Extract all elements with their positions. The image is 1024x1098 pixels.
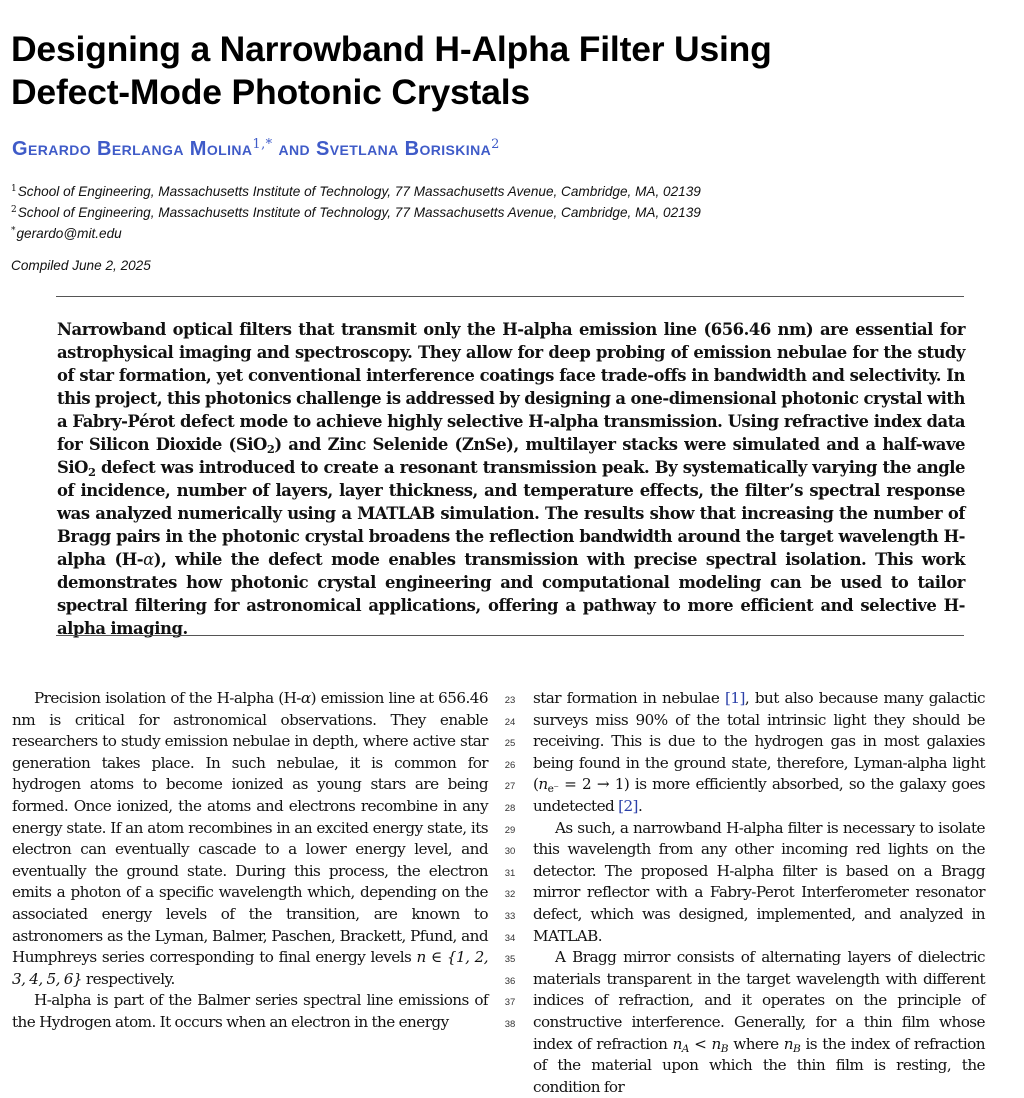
body-text: ) emission line at 656.46 nm is critical for astronomical observations. They enable researchers to study emission nebulae in depth, where active star generation takes place. In such nebulae, it is common for hydrogen atoms to become ionized as young stars are being formed. Once ionized, the atoms and electrons recombine in any energy state. If an atom recombines in an excited energy state, its electron can eventually cascade to a lower energy level, and eventually the ground state. During this process, the electron emits a photon of a specific wavelength which, depending on the associated energy levels of the transition, are known to astronomers as the Lyman, Balmer, Paschen, Brackett, Pfund, and Humphreys series corresponding to final energy levels — [12, 689, 488, 967]
subscript: e⁻ — [547, 782, 559, 796]
corresponding-email[interactable]: gerardo@mit.edu — [16, 226, 122, 241]
affiliation-mark: 1 — [11, 184, 17, 194]
affiliation-item — [11, 201, 701, 222]
affiliation-mark: * — [11, 226, 16, 236]
line-number: 33 — [504, 910, 516, 922]
affiliation-text: School of Engineering, Massachusetts Institute of Technology, 77 Massachusetts Avenue, Cambridge, MA, 02139 — [17, 205, 701, 220]
line-number: 27 — [504, 781, 516, 793]
line-number: 31 — [504, 867, 516, 879]
line-numbers — [498, 688, 522, 1034]
subscript: B — [792, 1041, 801, 1055]
alpha-symbol: α — [300, 689, 311, 707]
affiliation-text: School of Engineering, Massachusetts Institute of Technology, 77 Massachusetts Avenue, Cambridge, MA, 02139 — [17, 184, 701, 199]
line-number: 34 — [504, 932, 516, 944]
title-line-1: Designing a Narrowband H-Alpha Filter Using — [11, 29, 772, 69]
body-text: H-alpha is part of the Balmer series spectral line emissions of the Hydrogen atom. It occurs when an electron in the energy — [12, 991, 488, 1031]
affiliations — [11, 180, 701, 243]
body-paragraph — [533, 688, 985, 818]
abstract-text: ), while the defect mode enables transmission with precise spectral isolation. This work demonstrates how photonic crystal engineering and computational modeling can be used to tailor spectral filtering for astronomical applications, offering a pathway to more efficient and selective H-alpha imaging. — [57, 550, 965, 638]
body-paragraph — [12, 688, 488, 990]
line-number: 26 — [504, 759, 516, 771]
math-expression: n — [672, 1034, 682, 1053]
body-text: , but also because many galactic surveys miss 90% of the total intrinsic light they should be receiving. This is due to the hydrogen gas in most galaxies being found in the ground state, therefore, Lyman-alpha light ( — [533, 689, 985, 794]
line-number: 36 — [504, 975, 516, 987]
line-number: 24 — [504, 716, 516, 728]
body-text: respectively. — [82, 969, 175, 988]
body-text: As such, a narrowband H-alpha filter is necessary to isolate this wavelength from any other incoming red lights on the detector. The proposed H-alpha filter is based on a Bragg mirror reflector with a Fabry-Perot Interferometer resonator defect, which was designed, implemented, and analyzed in MATLAB. — [533, 818, 985, 945]
author-list — [12, 137, 500, 161]
body-text: . — [637, 796, 643, 815]
abstract-text: defect was introduced to create a resonant transmission peak. By systematically varying the angle of incidence, number of layers, layer thickness, and temperature effects, the filter’s spectral response was analyzed numerically using a MATLAB simulation. The results show that increasing the number of Bragg pairs in the photonic crystal broadens the reflection bandwidth around the target wavelength H-alpha (H- — [57, 458, 965, 569]
title-line-2: Defect-Mode Photonic Crystals — [11, 72, 530, 112]
abstract-text: Narrowband optical filters that transmit only the H-alpha emission line (656.46 nm) are essential for astrophysical imaging and spectroscopy. They allow for deep probing of emission nebulae for the study of star formation, yet conventional interference coatings face trade-offs in bandwidth and selectivity. In this project, this photonics challenge is addressed by designing a one-dimensional photonic crystal with a Fabry-Pérot defect mode to achieve highly selective H-alpha transmission. Using refractive index data for Silicon Dioxide (SiO — [57, 320, 965, 454]
body-paragraph — [533, 818, 985, 948]
line-number: 28 — [504, 802, 516, 814]
line-number: 32 — [504, 889, 516, 901]
line-number: 30 — [504, 846, 516, 858]
author-affiliation-mark: 1,* — [252, 137, 273, 152]
body-text: is the index of refraction of the material upon which the thin film is resting, the condition for — [533, 1034, 985, 1096]
math-expression: n ∈ {1, 2, 3, 4, 5, 6} — [12, 948, 488, 988]
citation-link[interactable]: [1] — [725, 689, 745, 707]
body-column-right — [533, 688, 985, 1098]
body-column-left — [12, 688, 488, 1034]
body-text: A Bragg mirror consists of alternating layers of dielectric materials transparent in the target wavelength with different indices of refraction, and it operates on the principle of constructive interference. Generally, for a thin film whose index of refraction — [533, 948, 985, 1053]
author-affiliation-mark: 2 — [491, 137, 500, 152]
subscript: B — [720, 1041, 729, 1055]
subscript: 2 — [88, 465, 96, 479]
math-expression: = 2 → 1 — [558, 775, 624, 794]
abstract-bottom-rule — [56, 635, 964, 636]
subscript: A — [681, 1041, 689, 1055]
math-expression: n — [538, 775, 548, 794]
body-paragraph — [533, 947, 985, 1098]
affiliation-mark: 2 — [11, 205, 17, 215]
abstract-top-rule — [56, 296, 964, 297]
math-expression: n — [711, 1034, 721, 1053]
line-number: 23 — [504, 695, 516, 706]
abstract — [57, 318, 965, 640]
author-name: Gerardo Berlanga Molina — [12, 138, 253, 160]
line-number: 35 — [504, 954, 516, 966]
author-name: Svetlana Boriskina — [316, 138, 492, 160]
line-number: 38 — [504, 1018, 516, 1030]
citation-link[interactable]: [2] — [618, 796, 638, 815]
abstract-text: ) and Zinc Selenide (ZnSe), multilayer stacks were simulated and a half-wave SiO — [57, 435, 965, 477]
subscript: 2 — [266, 442, 275, 456]
math-expression: < — [688, 1034, 712, 1053]
line-number: 37 — [504, 997, 516, 1009]
line-number: 29 — [504, 824, 516, 836]
line-number: 25 — [504, 738, 516, 750]
affiliation-item — [11, 180, 701, 201]
compiled-date: Compiled June 2, 2025 — [11, 258, 151, 273]
alpha-symbol: α — [143, 550, 154, 569]
body-text: Precision isolation of the H-alpha (H- — [34, 689, 301, 707]
body-text: star formation in nebulae — [533, 689, 725, 707]
paper-title — [11, 28, 1011, 114]
body-text: ) is more efficiently absorbed, so the galaxy goes undetected — [533, 775, 985, 815]
math-expression: n — [783, 1034, 793, 1053]
author-conjunction: and — [278, 138, 311, 160]
body-text: where — [728, 1034, 784, 1053]
affiliation-item — [11, 222, 701, 243]
body-paragraph — [12, 990, 488, 1033]
